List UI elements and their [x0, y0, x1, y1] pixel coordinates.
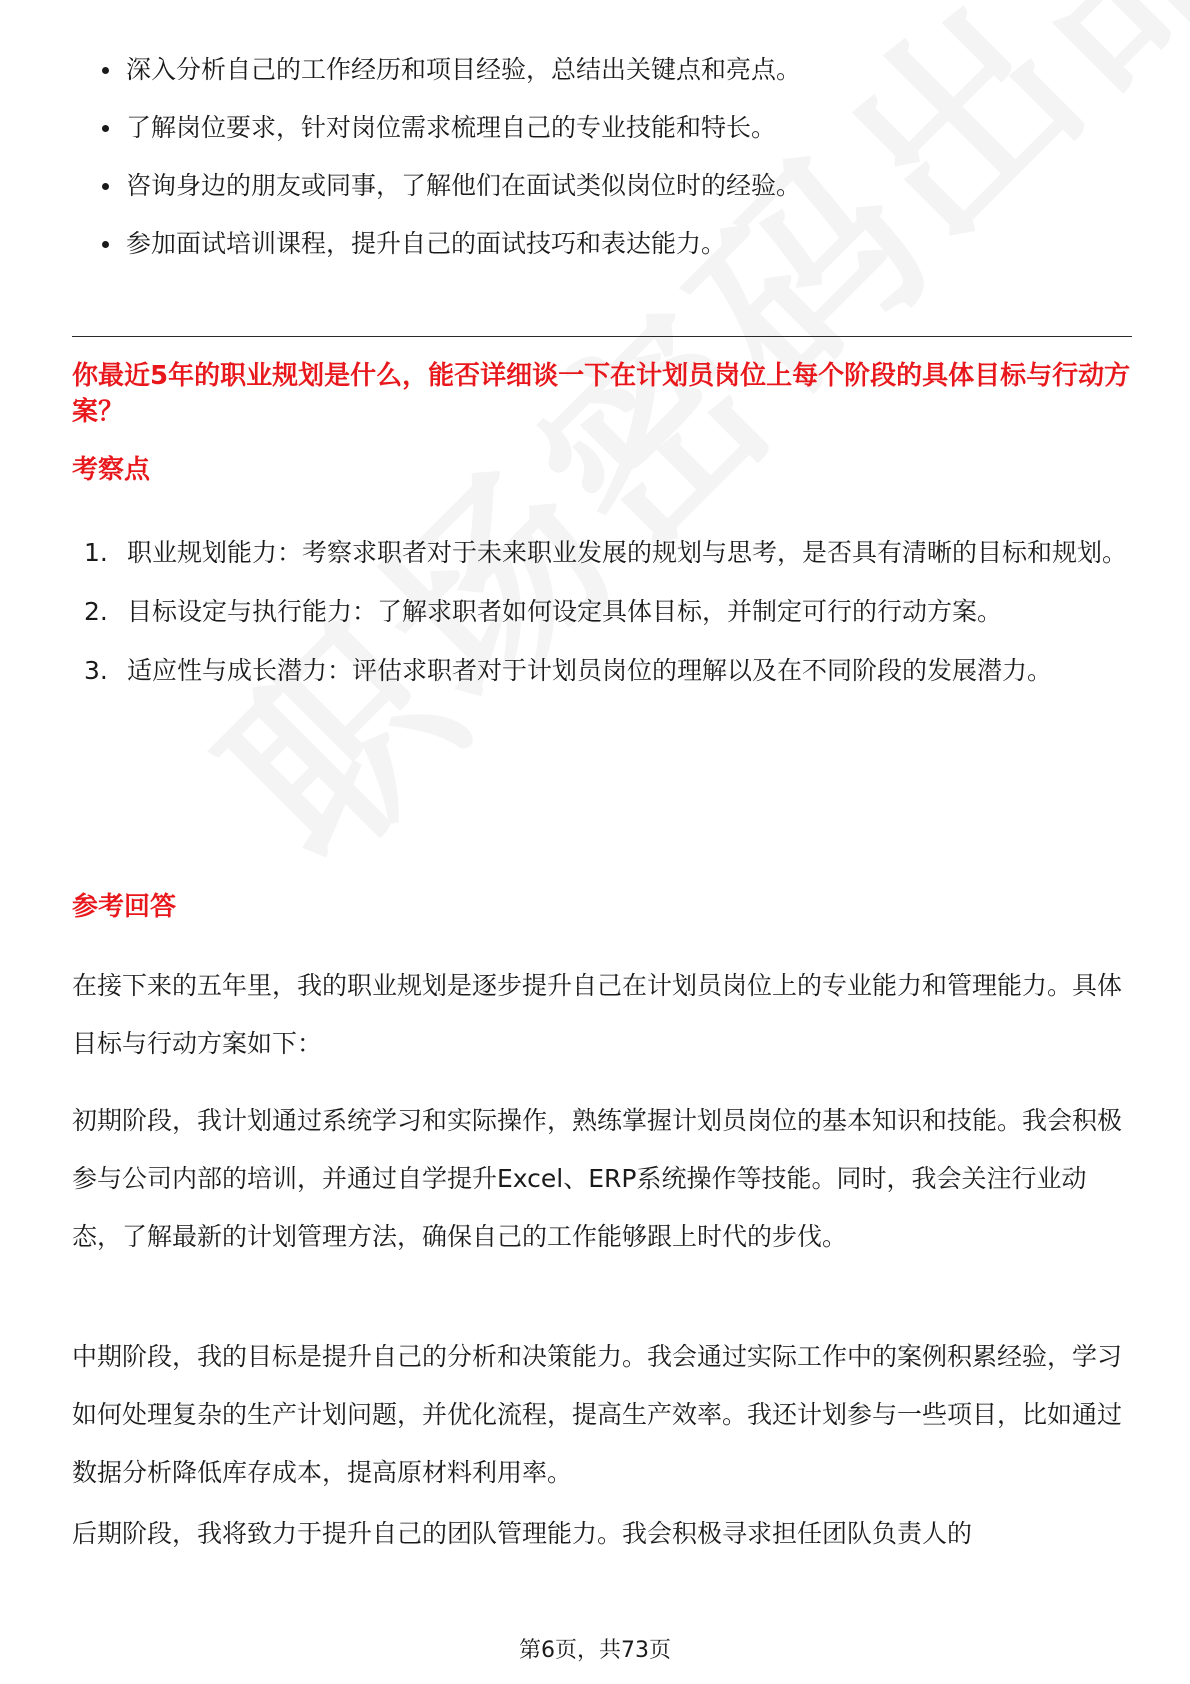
- list-number: 3.: [84, 656, 108, 685]
- list-item: [72, 52, 1132, 88]
- tips-section: [72, 52, 1132, 284]
- list-item: [72, 168, 1132, 204]
- list-item-text: 咨询身边的朋友或同事，了解他们在面试类似岗位时的经验。: [126, 171, 802, 200]
- list-item-text: 职业规划能力：考察求职者对于未来职业发展的规划与思考，是否具有清晰的目标和规划。: [127, 538, 1128, 567]
- page-number: 第6页，共73页: [519, 1638, 671, 1663]
- section-divider: [72, 336, 1132, 337]
- list-item: [72, 524, 1132, 582]
- question-heading: 你最近5年的职业规划是什么，能否详细谈一下在计划员岗位上每个阶段的具体目标与行动方案？: [72, 361, 1131, 427]
- list-item: [72, 642, 1132, 700]
- bullet-icon: [102, 183, 109, 190]
- answer-paragraph: 中期阶段，我的目标是提升自己的分析和决策能力。我会通过实际工作中的案例积累经验，学习如何处理复杂的生产计划问题，并优化流程，提高生产效率。我还计划参与一些项目，比如通过数据分析降低库存成本，提高原材料利用率。: [72, 1342, 1123, 1487]
- answer-paragraph: 后期阶段，我将致力于提升自己的团队管理能力。我会积极寻求担任团队负责人的: [72, 1519, 973, 1548]
- bullet-icon: [102, 67, 109, 74]
- list-item: [72, 583, 1132, 641]
- list-item-text: 目标设定与执行能力：了解求职者如何设定具体目标，并制定可行的行动方案。: [127, 597, 1003, 626]
- bullet-icon: [102, 241, 109, 248]
- list-item: [72, 110, 1132, 146]
- list-item: [72, 226, 1132, 262]
- focus-list: [72, 524, 1132, 701]
- answer-paragraph: 初期阶段，我计划通过系统学习和实际操作，熟练掌握计划员岗位的基本知识和技能。我会积极参与公司内部的培训，并通过自学提升Excel、ERP系统操作等技能。同时，我会关注行业动态，了解最新的计划管理方法，确保自己的工作能够跟上时代的步伐。: [72, 1106, 1123, 1251]
- tips-list: [72, 52, 1132, 262]
- focus-heading: 考察点: [72, 455, 151, 485]
- list-item-text: 适应性与成长潜力：评估求职者对于计划员岗位的理解以及在不同阶段的发展潜力。: [127, 656, 1053, 685]
- answer-heading: 参考回答: [72, 892, 177, 922]
- bullet-icon: [102, 125, 109, 132]
- list-item-text: 参加面试培训课程，提升自己的面试技巧和表达能力。: [126, 229, 727, 258]
- list-number: 2.: [84, 597, 108, 626]
- list-item-text: 了解岗位要求，针对岗位需求梳理自己的专业技能和特长。: [126, 113, 777, 142]
- answer-paragraph: 在接下来的五年里，我的职业规划是逐步提升自己在计划员岗位上的专业能力和管理能力。具体目标与行动方案如下：: [72, 971, 1123, 1058]
- list-number: 1.: [84, 538, 108, 567]
- list-item-text: 深入分析自己的工作经历和项目经验，总结出关键点和亮点。: [126, 55, 802, 84]
